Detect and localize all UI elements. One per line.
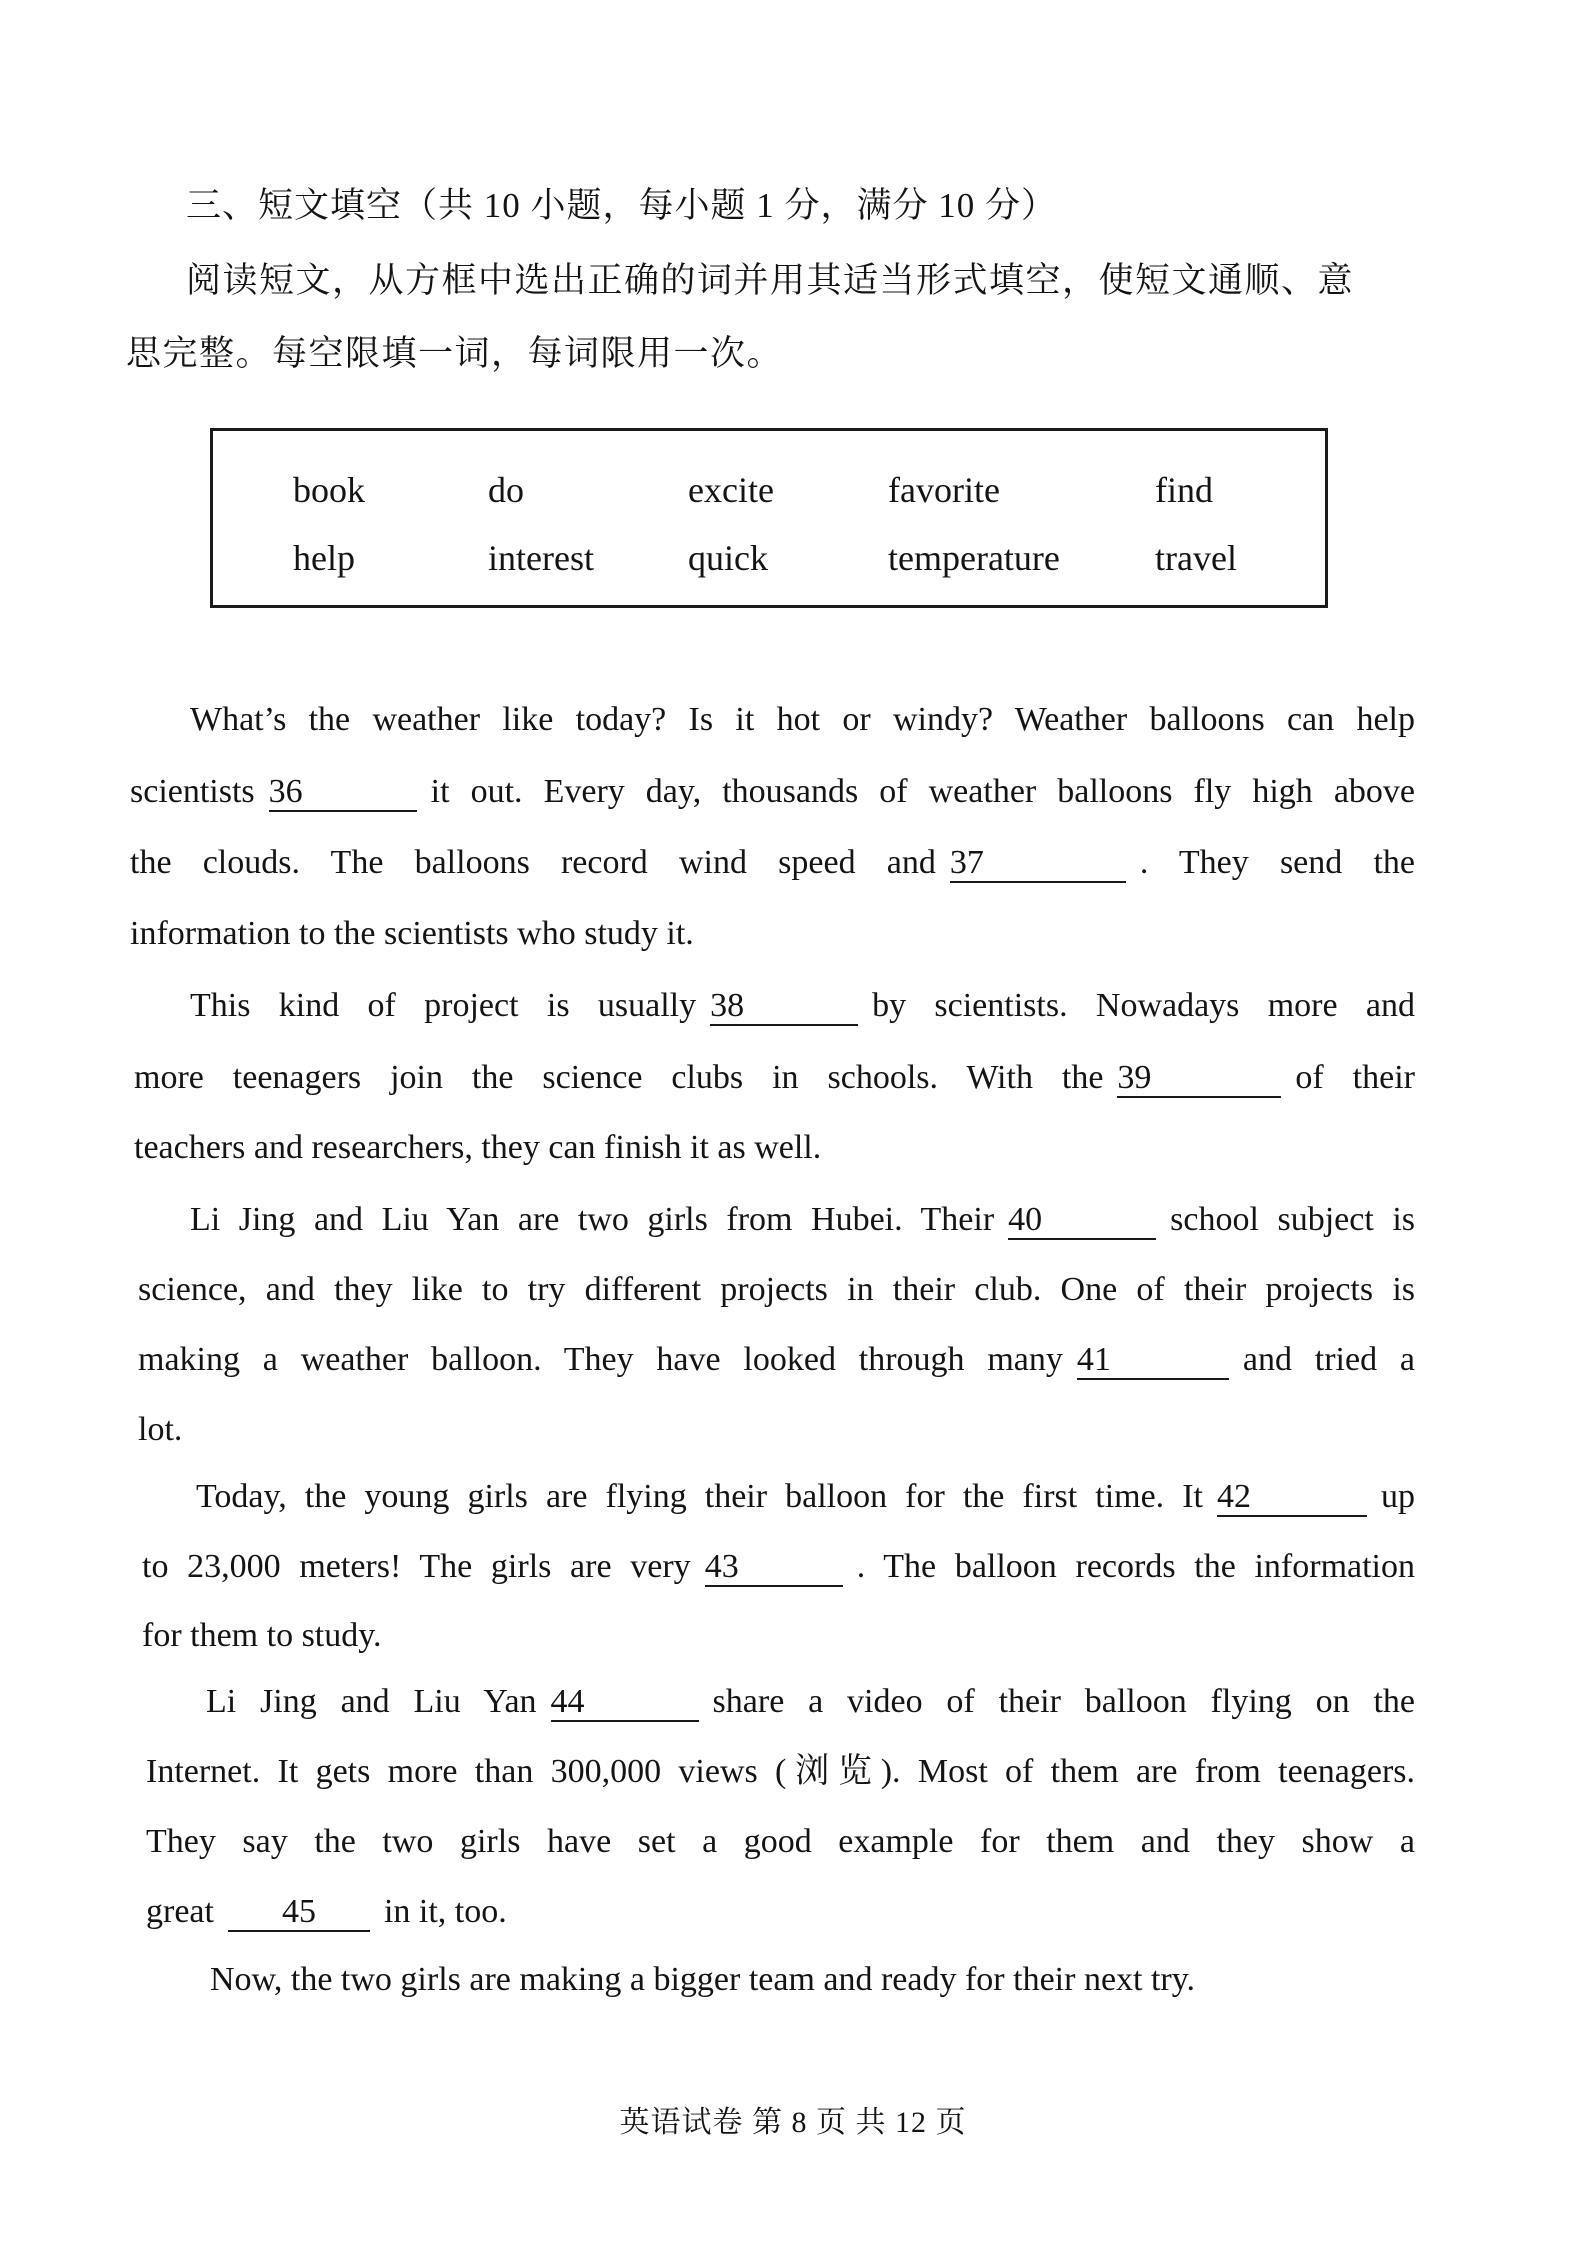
p3-l3-b: and tried a xyxy=(1242,1341,1415,1378)
p4-line-2 xyxy=(142,1547,1415,1587)
p3-l1-b: school subject is xyxy=(1170,1201,1415,1238)
p5-line-1 xyxy=(206,1682,1415,1722)
word-quick: quick xyxy=(688,538,768,578)
p3-line-2: science, and they like to try different projects in their club. One of their projects is xyxy=(138,1271,1415,1308)
p2-l1-a: This kind of project is usually xyxy=(190,987,697,1024)
word-help: help xyxy=(293,538,355,578)
blank-45[interactable]: 45 xyxy=(228,1894,370,1932)
p2-line-2 xyxy=(134,1058,1415,1098)
p5-line-4 xyxy=(146,1892,507,1932)
word-do: do xyxy=(488,470,524,510)
blank-43[interactable]: 43 xyxy=(705,1549,843,1587)
instruction-line-1: 阅读短文，从方框中选出正确的词并用其适当形式填空，使短文通顺、意 xyxy=(186,261,1355,300)
word-interest: interest xyxy=(488,538,594,578)
blank-41[interactable]: 41 xyxy=(1077,1342,1229,1380)
p3-l1-a: Li Jing and Liu Yan are two girls from Hubei. Their xyxy=(190,1201,995,1238)
p1-line-1: What’s the weather like today? Is it hot or windy? Weather balloons can help xyxy=(190,701,1415,738)
p4-l1-b: up xyxy=(1381,1478,1415,1515)
p4-l1-a: Today, the young girls are flying their balloon for the first time. It xyxy=(196,1478,1203,1515)
p5-l1-a: Li Jing and Liu Yan xyxy=(206,1683,537,1720)
p5-l1-b: share a video of their balloon flying on the xyxy=(712,1683,1415,1720)
blank-38[interactable]: 38 xyxy=(710,988,858,1026)
p2-l2-b: of their xyxy=(1295,1059,1415,1096)
p4-line-3: for them to study. xyxy=(142,1617,382,1654)
p3-line-4: lot. xyxy=(138,1411,183,1448)
p6-line-1: Now, the two girls are making a bigger team and ready for their next try. xyxy=(210,1961,1196,1998)
p1-line-3 xyxy=(130,843,1415,883)
p5-line-3: They say the two girls have set a good example for them and they show a xyxy=(146,1823,1415,1860)
blank-39[interactable]: 39 xyxy=(1117,1060,1281,1098)
blank-40[interactable]: 40 xyxy=(1008,1202,1156,1240)
blank-37[interactable]: 37 xyxy=(950,845,1126,883)
word-travel: travel xyxy=(1155,538,1237,578)
p3-line-3 xyxy=(138,1340,1415,1380)
p1-line-2 xyxy=(130,772,1415,812)
blank-44[interactable]: 44 xyxy=(551,1684,699,1722)
instruction-line-2: 思完整。每空限填一词，每词限用一次。 xyxy=(126,334,784,373)
p1-l2-a: scientists xyxy=(130,773,255,810)
word-box xyxy=(210,428,1328,608)
p1-l2-b: it out. Every day, thousands of weather balloons fly high above xyxy=(430,773,1415,810)
p4-l2-b: . The balloon records the information xyxy=(856,1548,1416,1585)
p1-l3-b: . They send the xyxy=(1139,844,1415,881)
p1-l3-a: the clouds. The balloons record wind speed and xyxy=(130,844,936,881)
blank-36[interactable]: 36 xyxy=(269,774,417,812)
p2-line-3: teachers and researchers, they can finish it as well. xyxy=(134,1129,822,1166)
p2-l1-b: by scientists. Nowadays more and xyxy=(872,987,1415,1024)
word-find: find xyxy=(1155,470,1213,510)
p3-line-1 xyxy=(190,1200,1415,1240)
p5-line-2: Internet. It gets more than 300,000 views (浏览). Most of them are from teenagers. xyxy=(146,1753,1415,1790)
word-book: book xyxy=(293,470,365,510)
section-title: 三、短文填空（共 10 小题，每小题 1 分，满分 10 分） xyxy=(186,186,1058,225)
word-temperature: temperature xyxy=(888,538,1060,578)
p5-l4-b: in it, too. xyxy=(383,1893,507,1930)
p4-l2-a: to 23,000 meters! The girls are very xyxy=(142,1548,691,1585)
p2-l2-a: more teenagers join the science clubs in schools. With the xyxy=(134,1059,1104,1096)
word-excite: excite xyxy=(688,470,774,510)
p4-line-1 xyxy=(196,1477,1415,1517)
p1-line-4: information to the scientists who study it. xyxy=(130,915,694,952)
p2-line-1 xyxy=(190,986,1415,1026)
page-footer: 英语试卷 第 8 页 共 12 页 xyxy=(619,2106,967,2139)
word-favorite: favorite xyxy=(888,470,1000,510)
p5-l4-a: great xyxy=(146,1893,214,1930)
p3-l3-a: making a weather balloon. They have looked through many xyxy=(138,1341,1063,1378)
blank-42[interactable]: 42 xyxy=(1217,1479,1367,1517)
